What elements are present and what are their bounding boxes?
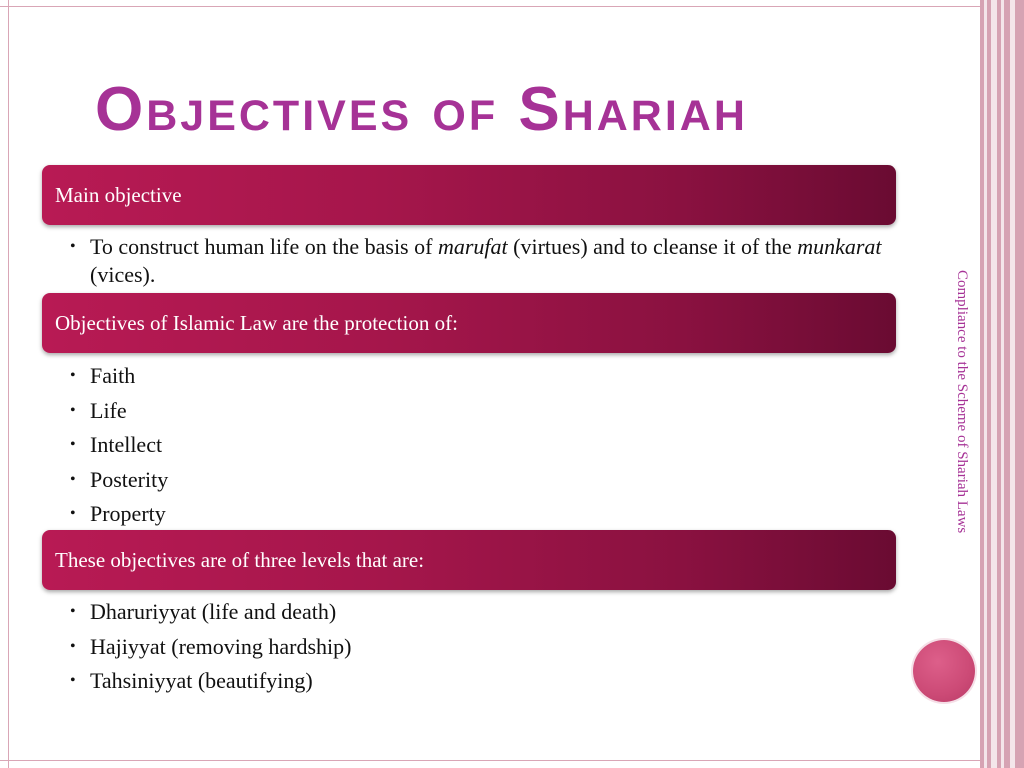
- bullet-list-protection: [70, 362, 890, 535]
- section-header-levels: These objectives are of three levels that are:: [42, 530, 896, 590]
- frame-left-line: [8, 0, 9, 768]
- bullet-icon: •: [70, 401, 76, 419]
- bullet-list-levels: [70, 598, 890, 702]
- frame-bottom-line: [0, 760, 990, 761]
- bullet-icon: •: [70, 238, 76, 255]
- list-item: [70, 667, 890, 702]
- munkarat-term: munkarat: [797, 234, 882, 259]
- list-item-text: Intellect: [90, 432, 163, 457]
- right-decorative-stripes: [980, 0, 1024, 768]
- text-segment: (virtues) and to cleanse it of the: [507, 234, 798, 259]
- list-item: [70, 466, 890, 501]
- bullet-icon: •: [70, 470, 76, 488]
- list-item: [70, 633, 890, 668]
- list-item-text: Property: [90, 501, 166, 526]
- bullet-list-main-objective: [70, 233, 890, 289]
- bullet-icon: •: [70, 637, 76, 655]
- list-item: [70, 362, 890, 397]
- list-item-text: Life: [90, 397, 127, 423]
- bullet-icon: •: [70, 672, 76, 689]
- section-header-main-objective: Main objective: [42, 165, 896, 225]
- list-item-text: Dharuriyyat (life and death): [90, 599, 337, 624]
- decorative-circle-icon: [913, 640, 975, 702]
- side-caption: Compliance to the Scheme of Shariah Laws: [954, 270, 970, 534]
- bullet-icon: •: [70, 603, 76, 620]
- marufat-term: marufat: [437, 234, 508, 259]
- slide-title: Objectives of Shariah: [95, 75, 748, 144]
- bullet-icon: •: [70, 367, 76, 384]
- frame-top-line: [0, 6, 990, 7]
- text-segment: (vices).: [90, 262, 156, 287]
- text-segment: To construct human life on the basis of: [90, 234, 438, 259]
- section-header-protection: Objectives of Islamic Law are the protection of:: [42, 293, 896, 353]
- list-item: [70, 397, 890, 432]
- list-item: [70, 233, 890, 289]
- list-item-text: Hajiyyat (removing hardship): [90, 633, 352, 659]
- bullet-icon: •: [70, 436, 76, 453]
- list-item-text: Posterity: [90, 466, 169, 492]
- list-item: [70, 598, 890, 633]
- list-item-text: Faith: [90, 363, 136, 388]
- list-item-text: Tahsiniyyat (beautifying): [90, 668, 313, 693]
- bullet-icon: •: [70, 505, 76, 522]
- list-item: [70, 431, 890, 466]
